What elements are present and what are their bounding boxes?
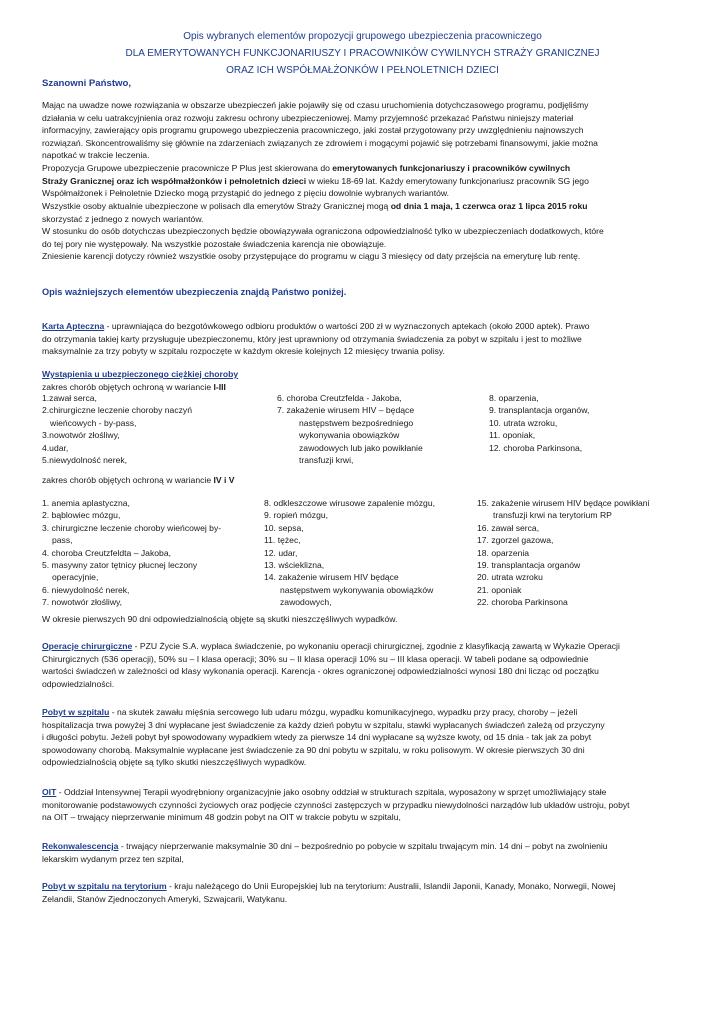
text-line: odpowiedzialności.: [42, 678, 115, 689]
text-line: spowodowany chorobą. Maksymalnie wypłacane jest świadczenie za 90 dni pobytu w szpitalu, w roku polisowym. W okresie pierwszych 30 dni: [42, 744, 585, 755]
text-line: do otrzymania takiej karty przysługuje ubezpieczonemu, który jest uprawniony od otrzymania świadczenia za pobyt w szpitalu i jest to możliwe: [42, 333, 582, 344]
list-item: 12. choroba Parkinsona,: [489, 442, 583, 453]
list-item: 16. zawał serca,: [477, 522, 540, 533]
text-line: Pobyt w szpitalu - na skutek zawału mięśnia sercowego lub udaru mózgu, wypadku komunikacyjnego, wypadku przy pracy, choroby – jeżeli: [42, 707, 578, 717]
text-line: napotkać w trakcie leczenia.: [42, 150, 150, 161]
list-item: 19. transplantacja organów: [477, 560, 581, 571]
intro-paragraph-4: [42, 225, 682, 263]
text-line: do tej pory nie występowały. Na wszystkie pozostałe świadczenia karencja nie obowiązuje.: [42, 238, 387, 249]
text-line: Współmałżonek i Pełnoletnie Dziecko mogą przystąpić do jednego z pięciu dowolnie wybranych wariantów.: [42, 188, 449, 199]
variant-1-list-col-1: [42, 392, 272, 466]
list-item: transfuzji krwi,: [299, 455, 354, 466]
list-item: następstwem bezpośredniego: [299, 417, 414, 428]
list-item: 9. transplantacja organów,: [489, 405, 590, 416]
header-line-3: ORAZ ICH WSPÓŁMAŁŻONKÓW I PEŁNOLETNICH DZIECI: [226, 65, 499, 76]
text-line: Chirurgicznych (536 operacji), 50% su – I klasa operacji; 30% su – II klasa operacji 10% su – III klasa operacji. W tabeli podane są odpowiednie: [42, 653, 589, 664]
list-item: wykonywania obowiązków: [299, 430, 400, 441]
variant-2-list-col-2: [264, 497, 476, 609]
oit-paragraph: [42, 786, 682, 824]
header-line-2: DLA EMERYTOWANYCH FUNKCJONARIUSZY I PRACOWNIKÓW CYWILNYCH STRAŻY GRANICZNEJ: [125, 48, 600, 59]
list-item: 7. nowotwór złośliwy,: [42, 597, 123, 608]
text-line: Propozycja Grupowe ubezpieczenie pracownicze P Plus jest skierowana do emerytowanych funkcjonariuszy i pracowników cywilnych: [42, 163, 571, 173]
text-line: i długości pobytu. Jeżeli pobyt był spowodowany wypadkiem wtedy za pierwsze 14 dni wypłacane są wyższe kwoty, od 15 dnia - tak jak za pobyt: [42, 732, 592, 743]
pobyt-paragraph: [42, 706, 682, 769]
section-heading: Opis ważniejszych elementów ubezpieczenia znajdą Państwo poniżej.: [42, 287, 347, 297]
intro-paragraph-1: [42, 99, 682, 162]
list-item: 17. zgorzel gazowa,: [477, 535, 554, 546]
intro-paragraph-2: [42, 162, 682, 200]
list-item: 5. masywny zator tętnicy płucnej leczony: [42, 560, 198, 571]
list-item: 4. choroba Creutzfeldta – Jakoba,: [42, 547, 171, 558]
variant-2-list-col-1: [42, 497, 257, 609]
text-line: Wszystkie osoby aktualnie ubezpieczone w polisach dla emerytów Straży Granicznej mogą od dnia 1 maja, 1 czerwca oraz 1 lipca 2015 roku: [42, 201, 588, 211]
list-item: wieńcowych - by-pass,: [50, 417, 137, 428]
list-item: zawodowych,: [280, 597, 332, 608]
text-line: Operacje chirurgiczne - PZU Życie S.A. wypłaca świadczenie, po wykonaniu operacji chirurgicznej, zgodnie z klasyfikacją zawartą w Wykazie Operacji: [42, 641, 620, 651]
list-item: operacyjnie,: [52, 572, 99, 583]
list-item: 15. zakażenie wirusem HIV będące powikłani: [477, 498, 650, 508]
operacje-term: Operacje chirurgiczne: [42, 641, 133, 651]
critical-illness-note: W okresie pierwszych 90 dni odpowiedzialnością objęte są skutki nieszczęśliwych wypadków.: [42, 614, 398, 624]
list-item: 8. odkleszczowe wirusowe zapalenie mózgu,: [264, 498, 436, 508]
list-item: 8. oparzenia,: [489, 393, 539, 403]
text-line: na OIT – trwający nieprzerwanie minimum 48 godzin pobyt na OIT w trakcie pobytu w szpitalu,: [42, 812, 401, 823]
terytorium-paragraph: [42, 880, 682, 905]
oit-term: OIT: [42, 787, 57, 797]
list-item: 4.udar,: [42, 442, 69, 453]
variant-1-list-col-3: [489, 392, 679, 454]
list-item: 3.nowotwór złośliwy,: [42, 430, 120, 441]
list-item: 6. niewydolność nerek,: [42, 584, 130, 595]
variant-1-list-col-2: [277, 392, 487, 466]
list-item: 9. ropień mózgu,: [264, 510, 329, 521]
karta-apteczna-paragraph: [42, 320, 682, 358]
text-line: działania w celu uatrakcyjnienia oraz rozwoju zakresu ochrony ubezpieczeniowej. Mamy przyjemność przekazać Państwu niniejszy materiał: [42, 112, 574, 123]
list-item: 1.zawał serca,: [42, 393, 97, 403]
text-line: Pobyt w szpitalu na terytorium - kraju należącego do Unii Europejskiej lub na terytorium: Australii, Islandii Japonii, Kanady, Monako, Norwegii, Nowej: [42, 881, 616, 891]
critical-illness-term: Wystąpienia u ubezpieczonego ciężkiej choroby: [42, 369, 239, 379]
variant-2-list-col-3: [477, 497, 682, 609]
karta-apteczna-term: Karta Apteczna: [42, 321, 105, 331]
greeting: Szanowni Państwo,: [42, 78, 132, 89]
header-line-1: Opis wybranych elementów propozycji grupowego ubezpieczenia pracowniczego: [183, 31, 542, 42]
terytorium-term: Pobyt w szpitalu na terytorium: [42, 881, 167, 891]
list-item: 1. anemia aplastyczna,: [42, 498, 130, 508]
text-line: skorzystać z jednego z nowych wariantów.: [42, 213, 204, 224]
list-item: 14. zakażenie wirusem HIV będące: [264, 572, 399, 583]
text-line: hospitalizacja trwa powyżej 3 dni wypłacane jest świadczenie za każdy dzień pobytu w szpitalu, stawki wypłacanych świadczeń zależą od przyczyny: [42, 719, 605, 730]
text-line: odpowiedzialnością objęte są tylko skutki nieszczęśliwych wypadków.: [42, 757, 307, 768]
list-item: 10. utrata wzroku,: [489, 417, 558, 428]
text-line: wartości świadczeń w zależności od klasy wykonania operacji. Karencja - okres ograniczonej odpowiedzialności wynosi 180 dni licząc od początku: [42, 666, 599, 677]
list-item: 6. choroba Creutzfelda - Jakoba,: [277, 393, 402, 403]
list-item: pass,: [52, 535, 73, 546]
critical-illness-section: [42, 368, 682, 393]
list-item: 11. tężec,: [264, 535, 301, 546]
variant-1-label: zakres chorób objętych ochroną w wariancie I-III: [42, 381, 226, 392]
text-line: Karta Apteczna - uprawniająca do bezgotówkowego odbioru produktów o wartości 200 zł w wyznaczonych aptekach (około 2000 aptek). Prawo: [42, 321, 590, 331]
text-line: Mając na uwadze nowe rozwiązania w obszarze ubezpieczeń jakie pojawiły się od czasu uruchomienia dotychczasowego programu, podjęliśmy: [42, 100, 589, 110]
text-line: informacyjny, zawierający opis programu grupowego ubezpieczenia pracowniczego, jaki został przygotowany przy uwzględnieniu najnowszych: [42, 125, 584, 136]
text-line: rozwiązań. Skoncentrowaliśmy się głównie na zdarzeniach związanych ze zdrowiem i mogącymi pojawić się potrzebami finansowymi, jakie można: [42, 137, 598, 148]
list-item: 10. sepsa,: [264, 522, 304, 533]
text-line: W stosunku do osób dotychczas ubezpieczonych będzie obowiązywała ograniczona odpowiedzialność tylko w ubezpieczeniach dodatkowych, które: [42, 226, 604, 236]
list-item: następstwem wykonywania obowiązków: [280, 584, 434, 595]
text-line: Zniesienie karencji dotyczy również wszystkie osoby przystępujące do programu w ciągu 3 miesięcy od daty przejścia na emeryturę lub rentę.: [42, 251, 581, 262]
text-line: maksymalnie za trzy pobyty w szpitalu rozpoczęte w każdym okresie kolejnych 12 miesięcy trwania polisy.: [42, 346, 445, 357]
list-item: transfuzji krwi na terytorium RP: [493, 510, 612, 521]
rekonwalescencja-term: Rekonwalescencja: [42, 841, 119, 851]
intro-paragraph-3: [42, 200, 682, 225]
list-item: 18. oparzenia: [477, 547, 530, 558]
list-item: 22. choroba Parkinsona: [477, 597, 568, 608]
list-item: 2.chirurgiczne leczenie choroby naczyń: [42, 405, 192, 416]
pobyt-term: Pobyt w szpitalu: [42, 707, 110, 717]
text-line: monitorowanie podstawowych czynności życiowych oraz podjęcie czynności zastępczych w przypadku niewydolności narządów lub układów ustroju, pobyt: [42, 799, 630, 810]
list-item: 13. wścieklizna,: [264, 560, 325, 571]
variant-2-label: zakres chorób objętych ochroną w wariancie IV i V: [42, 475, 235, 485]
list-item: 12. udar,: [264, 547, 298, 558]
list-item: 3. chirurgiczne leczenie choroby wieńcowej by-: [42, 522, 222, 533]
text-line: Straży Granicznej oraz ich współmałżonków i pełnoletnich dzieci w wieku 18-69 lat. Każdy emerytowany funkcjonariusz pracownik SG jego: [42, 175, 589, 186]
list-item: zawodowych lub jako powikłanie: [299, 442, 423, 453]
rekonwalescencja-paragraph: [42, 840, 682, 865]
text-line: OIT - Oddział Intensywnej Terapii wyodrębniony organizacyjnie jako osobny oddział w strukturach szpitala, wyposażony w sprzęt umożliwiający stałe: [42, 787, 607, 797]
list-item: 5.niewydolność nerek,: [42, 455, 128, 466]
list-item: 11. oponiak,: [489, 430, 536, 441]
list-item: 7. zakażenie wirusem HIV – będące: [277, 405, 415, 416]
text-line: Zelandii, Stanów Zjednoczonych Ameryki, Szwajcarii, Watykanu.: [42, 893, 288, 904]
text-line: lekarskim wydanym przez ten szpital,: [42, 853, 184, 864]
text-line: Rekonwalescencja - trwający nieprzerwanie maksymalnie 30 dni – bezpośrednio po pobycie w szpitalu trwającym min. 14 dni – pobyt na zwolnieniu: [42, 841, 608, 851]
list-item: 20. utrata wzroku: [477, 572, 543, 583]
operacje-paragraph: [42, 640, 682, 690]
list-item: 2. bąblowiec mózgu,: [42, 510, 121, 521]
list-item: 21. oponiak: [477, 584, 522, 595]
